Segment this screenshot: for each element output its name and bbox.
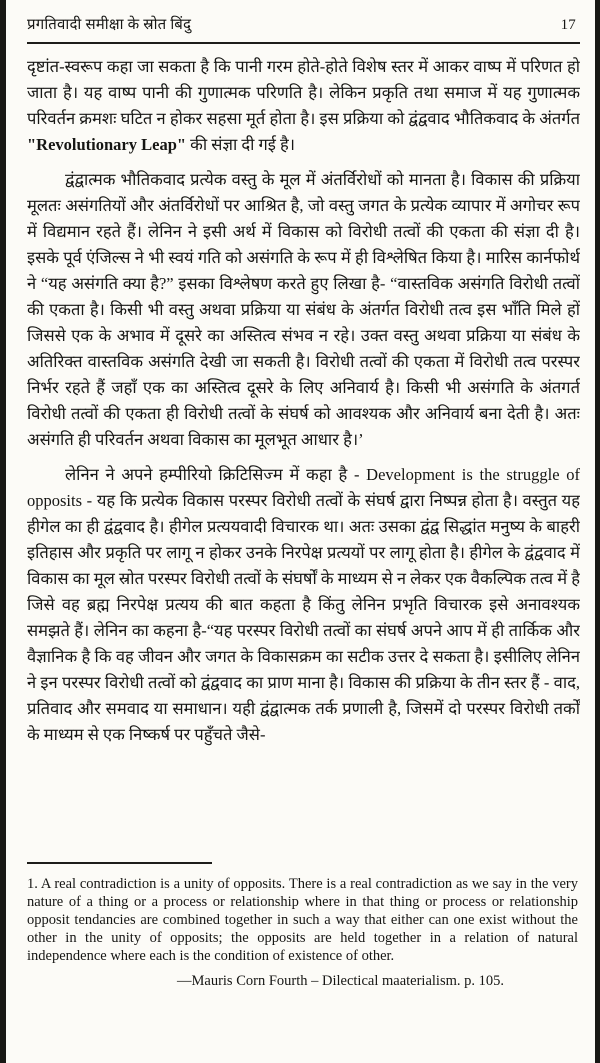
paragraph-1-text: दृष्टांत-स्वरूप कहा जा सकता है कि पानी गरम होते-होते विशेष स्तर में आकर वाष्प में परिणत हो जाता है। यह वाष्प पानी की गुणात्मक परिणति है। लेकिन प्रकृति तथा समाज में यह गुणात्मक परिवर्तन क्रमशः घटित न होकर सहसा मूर्त होता है। इस प्रक्रिया को द्वंद्ववाद भौतिकवाद के अंतर्गत [27,57,580,128]
footnote-section [27,862,578,990]
paragraph-3-tail: - यह कि प्रत्येक विकास परस्पर विरोधी तत्वों के संघर्ष द्वारा निष्पन्न होता है। वस्तुत यह हीगेल का ही द्वंद्ववाद है। हीगेल प्रत्ययवादी विचारक था। अतः उसका द्वंद्व सिद्धांत मनुष्य के बाहरी इतिहास और प्रकृति पर लागू न होकर उनके निरपेक्ष प्रत्ययों पर लागू होता है। हीगेल के द्वंद्ववाद में विकास का मूल स्रोत परस्पर विरोधी तत्वों के संघर्षों के माध्यम से न लेकर एक वैकल्पिक तत्व में है जिसे वह ब्रह्म निरपेक्ष प्रत्यय की बात कहता है किंतु लेनिन प्रभृति विचारक इसे अनावश्यक समझते हैं। लेनिन का कहना है-“यह परस्पर विरोधी तत्वों का संघर्ष अपने आप में ही तार्किक और वैज्ञानिक है कि वह जीवन और जगत के विकासक्रम का सटीक उत्तर दे सकता है। इसीलिए लेनिन ने इन परस्पर विरोधी तत्वों को द्वंद्ववाद का प्राण माना है। विकास की प्रक्रिया के तीन स्तर हैं - वाद, प्रतिवाद और समवाद या समाधान। यही द्वंद्वात्मक तर्क प्रणाली है, जिसमें दो परस्पर विरोधी तर्कों के माध्यम से एक निष्कर्ष पर पहुँचते जैसे- [27,491,580,744]
paragraph-1-tail: की संज्ञा दी गई है। [186,135,296,154]
paragraph-1 [27,54,580,158]
header-title: प्रगतिवादी समीक्षा के स्रोत बिंदु [27,17,192,33]
header-rule [27,42,580,44]
body-text [27,54,580,848]
paragraph-3-english-phrase: Development is the struggle of opposits [27,465,580,510]
paragraph-3-text: लेनिन ने अपने हम्पीरियो क्रिटिसिज्म में कहा है - [65,465,367,484]
paragraph-3 [27,462,580,748]
page-number: 17 [560,17,576,33]
paragraph-2: द्वंद्वात्मक भौतिकवाद प्रत्येक वस्तु के मूल में अंतर्विरोधों को मानता है। विकास की प्रक्रिया मूलतः असंगतियों और अंतर्विरोधों पर आश्रित है, जो वस्तु जगत के प्रत्येक व्यापार में अगोचर रूप में विद्यमान रहते हैं। लेनिन ने इसी अर्थ में विकास को विरोधी तत्वों की एकता की संज्ञा दी है। इसके पूर्व एंजिल्स ने भी स्वयं गति को असंगति के रूप में ही विश्लेषित किया है। मारिस कार्नफोर्थ ने “यह असंगति क्या है?” इसका विश्लेषण करते हुए लिखा है- “वास्तविक असंगति विरोधी तत्वों की एकता है। किसी भी वस्तु अथवा प्रक्रिया या संबंध के अंतर्गत विरोधी तत्व इस भाँति मिले हों जिससे एक के अभाव में दूसरे का अस्तित्व संभव न रहे। उक्त वस्तु अथवा प्रक्रिया या संबंध के अतिरिक्त वास्तविक असंगति देखी जा सकती है। विरोधी तत्वों की एकता में विरोधी तत्व परस्पर निर्भर रहते हैं जहाँ एक का अस्तित्व दूसरे के लिए अनिवार्य है। किसी भी असंगति के अंतगर्त विरोधी तत्वों की एकता ही विरोधी तत्वों के संघर्ष को आवश्यक और अनिवार्य बना देती है। अतः असंगति ही परिवर्तन अथवा विकास का मूलभूत आधार है।’ [27,170,580,449]
running-header [27,14,580,34]
footnote-text: 1. A real contradiction is a unity of opposits. There is a real contradiction as we say in the very nature of a thing or a process or relationship where in that thing or process or relationship opposit tendancies are combined together in such a way that either can one exist without the other in the unity of opposits; the opposits are held together in a relation of natural independence where each is the condition of existence of other. [27,876,578,964]
footnote-rule [27,862,212,864]
footnote-attribution: —Mauris Corn Fourth – Dilectical maaterialism. p. 105. [177,973,504,989]
paragraph-1-english-phrase: "Revolutionary Leap" [27,135,187,154]
